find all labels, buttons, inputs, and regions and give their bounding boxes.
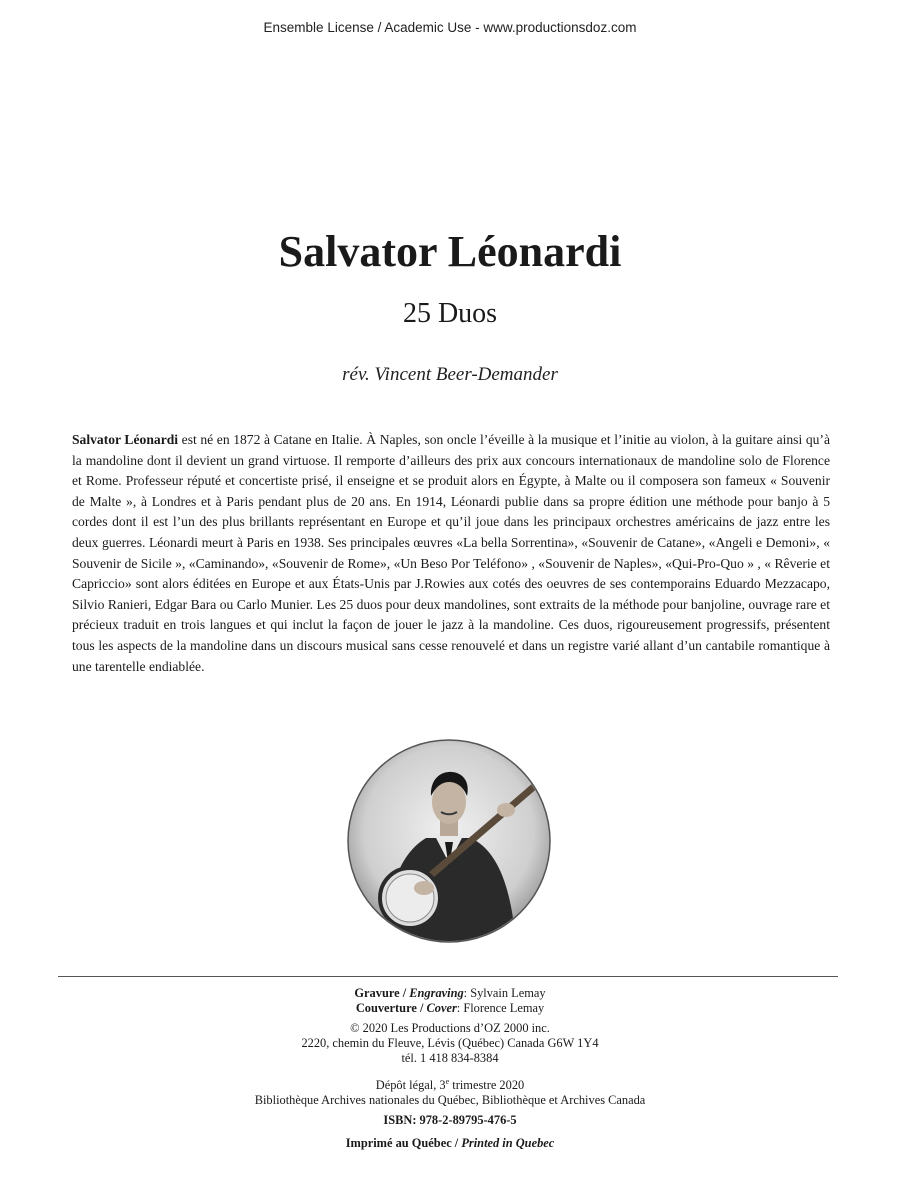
library-archives: Bibliothèque Archives nationales du Québec, Bibliothèque et Archives Canada	[254, 1093, 646, 1108]
footer-divider	[58, 976, 838, 977]
engraving-credit: Gravure / Engraving: Sylvain Lemay	[354, 986, 546, 1000]
isbn: ISBN: 978-2-89795-476-5	[383, 1113, 517, 1128]
publication-credits	[0, 986, 900, 1151]
copyright-line: © 2020 Les Productions d’OZ 2000 inc.	[350, 1021, 550, 1035]
printed-in: Imprimé au Québec / Printed in Quebec	[345, 1136, 555, 1151]
work-title: 25 Duos	[402, 298, 498, 329]
publisher-address: 2220, chemin du Fleuve, Lévis (Québec) Canada G6W 1Y4	[301, 1036, 599, 1050]
composer-title: Salvator Léonardi	[278, 227, 622, 276]
reviser-credit: rév. Vincent Beer-Demander	[342, 364, 558, 385]
biography-name: Salvator Léonardi	[72, 432, 179, 447]
composer-portrait	[346, 738, 552, 944]
legal-deposit: Dépôt légal, 3e trimestre 2020	[375, 1077, 525, 1093]
publisher-phone: tél. 1 418 834-8384	[401, 1051, 499, 1065]
license-banner: Ensemble License / Academic Use - www.productionsdoz.com	[263, 20, 637, 35]
cover-credit: Couverture / Cover: Florence Lemay	[355, 1001, 545, 1015]
biography-paragraph	[72, 430, 830, 677]
biography-text: est né en 1872 à Catane en Italie. À Naples, son oncle l’éveille à la musique et l’initie au violon, à la guitare ainsi qu’à la mandoline dont il devient un grand virtuose. Il remporte d’ailleurs des prix aux concours internationaux de mandoline solo de Florence et Rome. Professeur réputé et concertiste prisé, il enseigne et se produit alors en Égypte, à Malte ou il composera son fameux « Souvenir de Malte », à Londres et à Paris pendant plus de 20 ans. En 1914, Léonardi publie dans sa propre édition une méthode pour banjo à 5 cordes dont il est l’un des plus brillants représentant en Europe et qu’il joue dans les principaux orchestres américains de jazz entre les deux guerres. Léonardi meurt à Paris en 1938. Ses principales œuvres «La bella Sorrentina», «Souvenir de Catane», «Angeli e Demoni», « Souvenir de Sicile », «Caminando», «Souvenir de Rome», «Un Beso Por Teléfono» , «Souvenir de Naples», «Qui-Pro-Quo » , « Rêverie et Capriccio» sont alors éditées en Europe et aux États-Unis par J.Rowies aux cotés des oeuvres de ses contemporains Eduardo Mezzacapo, Silvio Ranieri, Edgar Bara ou Carlo Munier. Les 25 duos pour deux mandolines, sont extraits de la méthode pour banjoline, ouvrage rare et précieux traduit en trois langues et qui inclut la façon de jouer le jazz à la mandoline. Ces duos, rigoureusement progressifs, présentent tous les aspects de la mandoline dans un discours musical sans cesse renouvelé et dans un registre varié allant d’un cantabile romantique à une tarentelle endiablée.	[72, 432, 830, 674]
